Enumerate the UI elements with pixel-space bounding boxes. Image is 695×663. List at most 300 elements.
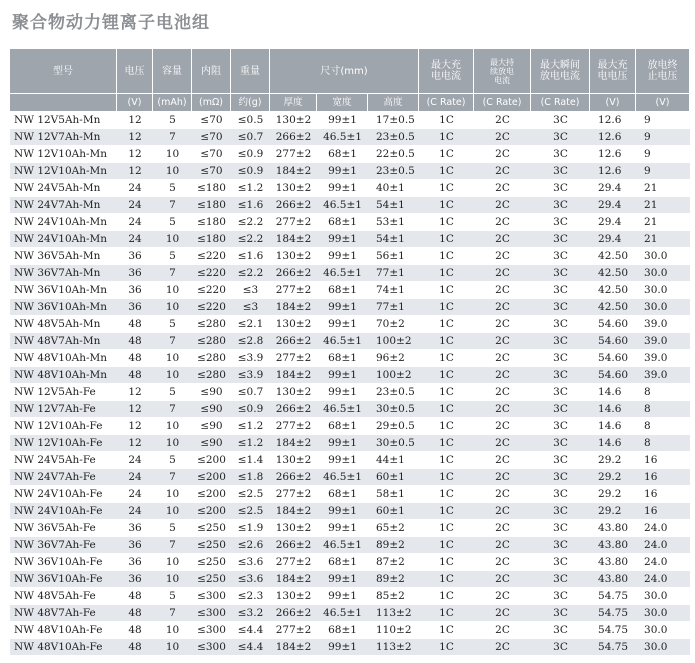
unit-max-instant-discharge: (C Rate) [531,94,590,112]
cell-capacity: 7 [153,129,192,146]
cell-weight: ≤3.6 [231,554,270,571]
table-row [10,248,690,265]
cell-thickness: 184±2 [270,231,317,248]
cell-max-charge-voltage: 14.6 [590,401,636,418]
cell-max-charge-current: 1C [419,452,474,469]
header-size: 尺寸(mm) [270,49,419,94]
cell-width: 99±1 [317,316,368,333]
cell-height: 29±0.5 [368,418,419,435]
cell-thickness: 266±2 [270,265,317,282]
cell-weight: ≤4.4 [231,622,270,639]
cell-model: NW 36V10Ah-Fe [10,554,117,571]
cell-voltage: 24 [117,180,153,197]
cell-max-continuous-discharge: 2C [474,282,531,299]
cell-thickness: 277±2 [270,554,317,571]
cell-voltage: 24 [117,231,153,248]
cell-discharge-cutoff-voltage: 24.0 [636,571,690,588]
cell-max-charge-current: 1C [419,418,474,435]
cell-height: 30±0.5 [368,435,419,452]
cell-max-charge-voltage: 54.60 [590,316,636,333]
cell-max-charge-current: 1C [419,333,474,350]
cell-resistance: ≤200 [192,503,231,520]
cell-max-charge-current: 1C [419,248,474,265]
cell-model: NW 48V5Ah-Fe [10,588,117,605]
cell-thickness: 277±2 [270,282,317,299]
cell-weight: ≤3 [231,299,270,316]
cell-discharge-cutoff-voltage: 8 [636,435,690,452]
cell-discharge-cutoff-voltage: 8 [636,418,690,435]
cell-width: 68±1 [317,350,368,367]
cell-model: NW 48V10Ah-Fe [10,622,117,639]
cell-max-charge-voltage: 42.50 [590,299,636,316]
cell-capacity: 10 [153,622,192,639]
header-resistance: 内阻 [192,49,231,94]
cell-model: NW 36V10Ah-Fe [10,571,117,588]
cell-weight: ≤2.2 [231,214,270,231]
cell-model: NW 24V5Ah-Fe [10,452,117,469]
cell-max-charge-current: 1C [419,384,474,401]
cell-thickness: 266±2 [270,333,317,350]
cell-thickness: 130±2 [270,520,317,537]
cell-max-continuous-discharge: 2C [474,605,531,622]
cell-resistance: ≤300 [192,639,231,656]
unit-max-charge-voltage: (V) [590,94,636,112]
cell-voltage: 48 [117,605,153,622]
battery-spec-table [10,49,690,656]
cell-weight: ≤3.9 [231,367,270,384]
table-row [10,112,690,129]
cell-thickness: 184±2 [270,435,317,452]
cell-height: 23±0.5 [368,384,419,401]
cell-capacity: 7 [153,469,192,486]
cell-thickness: 130±2 [270,248,317,265]
cell-resistance: ≤90 [192,401,231,418]
cell-max-continuous-discharge: 2C [474,265,531,282]
cell-height: 65±2 [368,520,419,537]
cell-capacity: 10 [153,299,192,316]
cell-thickness: 277±2 [270,146,317,163]
unit-max-continuous-discharge: (C Rate) [474,94,531,112]
cell-max-continuous-discharge: 2C [474,571,531,588]
cell-resistance: ≤200 [192,469,231,486]
cell-capacity: 10 [153,503,192,520]
cell-max-continuous-discharge: 2C [474,639,531,656]
cell-max-instant-discharge: 3C [531,588,590,605]
cell-capacity: 7 [153,333,192,350]
table-row [10,163,690,180]
cell-weight: ≤0.7 [231,129,270,146]
cell-resistance: ≤180 [192,214,231,231]
table-row [10,129,690,146]
table-row [10,469,690,486]
cell-max-instant-discharge: 3C [531,622,590,639]
table-row [10,367,690,384]
unit-capacity: (mAh) [153,94,192,112]
cell-max-continuous-discharge: 2C [474,622,531,639]
cell-height: 53±1 [368,214,419,231]
cell-max-charge-voltage: 42.50 [590,282,636,299]
header-model: 型号 [10,49,117,94]
cell-max-charge-voltage: 54.75 [590,605,636,622]
table-row [10,299,690,316]
cell-capacity: 5 [153,248,192,265]
cell-discharge-cutoff-voltage: 30.0 [636,622,690,639]
cell-max-instant-discharge: 3C [531,180,590,197]
cell-weight: ≤2.2 [231,231,270,248]
cell-max-continuous-discharge: 2C [474,299,531,316]
cell-max-charge-voltage: 29.4 [590,231,636,248]
table-row [10,180,690,197]
cell-voltage: 48 [117,367,153,384]
cell-thickness: 130±2 [270,452,317,469]
cell-capacity: 10 [153,367,192,384]
cell-max-charge-current: 1C [419,367,474,384]
cell-thickness: 266±2 [270,197,317,214]
cell-max-charge-voltage: 43.80 [590,571,636,588]
table-row [10,486,690,503]
table-row [10,282,690,299]
cell-capacity: 7 [153,605,192,622]
table-row [10,537,690,554]
table-row [10,197,690,214]
cell-voltage: 24 [117,503,153,520]
cell-max-charge-voltage: 29.2 [590,469,636,486]
cell-max-continuous-discharge: 2C [474,503,531,520]
cell-max-charge-voltage: 43.80 [590,554,636,571]
cell-discharge-cutoff-voltage: 30.0 [636,588,690,605]
cell-max-charge-current: 1C [419,588,474,605]
cell-height: 113±2 [368,639,419,656]
cell-discharge-cutoff-voltage: 8 [636,384,690,401]
cell-max-continuous-discharge: 2C [474,486,531,503]
cell-max-charge-current: 1C [419,605,474,622]
cell-discharge-cutoff-voltage: 16 [636,469,690,486]
cell-width: 68±1 [317,282,368,299]
table-row [10,316,690,333]
cell-max-continuous-discharge: 2C [474,248,531,265]
cell-max-continuous-discharge: 2C [474,452,531,469]
cell-width: 68±1 [317,214,368,231]
cell-voltage: 36 [117,520,153,537]
unit-discharge-cutoff-voltage: (V) [636,94,690,112]
cell-resistance: ≤180 [192,180,231,197]
cell-max-continuous-discharge: 2C [474,435,531,452]
cell-model: NW 48V7Ah-Mn [10,333,117,350]
cell-weight: ≤0.9 [231,163,270,180]
cell-max-continuous-discharge: 2C [474,146,531,163]
cell-model: NW 48V5Ah-Mn [10,316,117,333]
table-row [10,384,690,401]
cell-thickness: 266±2 [270,401,317,418]
cell-max-instant-discharge: 3C [531,486,590,503]
cell-weight: ≤1.2 [231,418,270,435]
cell-width: 46.5±1 [317,605,368,622]
cell-model: NW 24V10Ah-Fe [10,486,117,503]
cell-max-instant-discharge: 3C [531,554,590,571]
cell-weight: ≤1.2 [231,180,270,197]
cell-max-charge-voltage: 12.6 [590,129,636,146]
cell-width: 99±1 [317,503,368,520]
cell-voltage: 12 [117,435,153,452]
cell-max-continuous-discharge: 2C [474,112,531,129]
cell-model: NW 24V10Ah-Mn [10,214,117,231]
cell-discharge-cutoff-voltage: 39.0 [636,333,690,350]
cell-discharge-cutoff-voltage: 30.0 [636,248,690,265]
cell-thickness: 277±2 [270,350,317,367]
cell-weight: ≤2.1 [231,316,270,333]
cell-resistance: ≤300 [192,622,231,639]
cell-max-continuous-discharge: 2C [474,588,531,605]
cell-voltage: 48 [117,350,153,367]
cell-discharge-cutoff-voltage: 30.0 [636,265,690,282]
cell-discharge-cutoff-voltage: 21 [636,231,690,248]
unit-height: 高度 [368,94,419,112]
cell-max-continuous-discharge: 2C [474,520,531,537]
cell-model: NW 12V10Ah-Fe [10,435,117,452]
cell-width: 46.5±1 [317,129,368,146]
table-row [10,605,690,622]
cell-weight: ≤2.2 [231,265,270,282]
cell-height: 89±2 [368,537,419,554]
cell-thickness: 266±2 [270,469,317,486]
cell-max-continuous-discharge: 2C [474,418,531,435]
cell-max-charge-current: 1C [419,520,474,537]
cell-width: 46.5±1 [317,197,368,214]
unit-width: 宽度 [317,94,368,112]
table-row [10,333,690,350]
cell-weight: ≤3.2 [231,605,270,622]
cell-capacity: 5 [153,180,192,197]
cell-max-instant-discharge: 3C [531,639,590,656]
cell-voltage: 36 [117,571,153,588]
cell-resistance: ≤200 [192,452,231,469]
cell-max-charge-current: 1C [419,299,474,316]
cell-thickness: 277±2 [270,418,317,435]
cell-max-instant-discharge: 3C [531,248,590,265]
cell-weight: ≤2.8 [231,333,270,350]
cell-max-charge-current: 1C [419,231,474,248]
cell-max-instant-discharge: 3C [531,418,590,435]
cell-max-charge-current: 1C [419,129,474,146]
cell-max-charge-current: 1C [419,316,474,333]
cell-width: 46.5±1 [317,469,368,486]
cell-max-charge-voltage: 14.6 [590,418,636,435]
cell-width: 99±1 [317,180,368,197]
cell-voltage: 24 [117,197,153,214]
cell-max-instant-discharge: 3C [531,520,590,537]
cell-max-instant-discharge: 3C [531,282,590,299]
cell-model: NW 48V7Ah-Fe [10,605,117,622]
cell-resistance: ≤300 [192,588,231,605]
cell-height: 87±2 [368,554,419,571]
cell-capacity: 10 [153,350,192,367]
table-row [10,418,690,435]
cell-discharge-cutoff-voltage: 39.0 [636,367,690,384]
table-row [10,146,690,163]
cell-voltage: 12 [117,112,153,129]
cell-max-continuous-discharge: 2C [474,163,531,180]
cell-max-charge-current: 1C [419,197,474,214]
cell-max-continuous-discharge: 2C [474,231,531,248]
table-row [10,520,690,537]
cell-max-charge-current: 1C [419,554,474,571]
cell-model: NW 36V5Ah-Mn [10,248,117,265]
cell-discharge-cutoff-voltage: 16 [636,503,690,520]
cell-max-charge-current: 1C [419,571,474,588]
cell-weight: ≤2.6 [231,537,270,554]
cell-voltage: 48 [117,588,153,605]
cell-max-charge-current: 1C [419,112,474,129]
cell-max-instant-discharge: 3C [531,503,590,520]
cell-capacity: 7 [153,537,192,554]
cell-max-charge-current: 1C [419,146,474,163]
cell-width: 99±1 [317,163,368,180]
cell-max-charge-current: 1C [419,214,474,231]
cell-height: 23±0.5 [368,129,419,146]
table-row [10,401,690,418]
cell-discharge-cutoff-voltage: 16 [636,452,690,469]
cell-height: 77±1 [368,265,419,282]
cell-height: 74±1 [368,282,419,299]
cell-weight: ≤1.9 [231,520,270,537]
cell-max-continuous-discharge: 2C [474,401,531,418]
cell-width: 68±1 [317,486,368,503]
cell-max-charge-voltage: 54.60 [590,333,636,350]
cell-voltage: 36 [117,537,153,554]
cell-model: NW 48V10Ah-Mn [10,350,117,367]
cell-discharge-cutoff-voltage: 9 [636,163,690,180]
cell-max-continuous-discharge: 2C [474,197,531,214]
cell-height: 44±1 [368,452,419,469]
cell-width: 46.5±1 [317,265,368,282]
cell-voltage: 36 [117,554,153,571]
cell-capacity: 10 [153,146,192,163]
cell-capacity: 5 [153,316,192,333]
cell-thickness: 184±2 [270,639,317,656]
cell-model: NW 24V10Ah-Fe [10,503,117,520]
cell-resistance: ≤70 [192,112,231,129]
cell-thickness: 184±2 [270,163,317,180]
cell-height: 113±2 [368,605,419,622]
cell-resistance: ≤250 [192,554,231,571]
cell-thickness: 130±2 [270,112,317,129]
cell-height: 54±1 [368,197,419,214]
table-row [10,571,690,588]
cell-max-instant-discharge: 3C [531,265,590,282]
cell-max-instant-discharge: 3C [531,435,590,452]
cell-resistance: ≤300 [192,605,231,622]
cell-max-charge-voltage: 42.50 [590,248,636,265]
cell-resistance: ≤280 [192,333,231,350]
cell-max-continuous-discharge: 2C [474,214,531,231]
cell-resistance: ≤90 [192,384,231,401]
cell-voltage: 12 [117,384,153,401]
cell-max-continuous-discharge: 2C [474,350,531,367]
cell-model: NW 12V10Ah-Mn [10,146,117,163]
cell-max-instant-discharge: 3C [531,299,590,316]
cell-height: 70±2 [368,316,419,333]
cell-width: 46.5±1 [317,537,368,554]
cell-thickness: 130±2 [270,316,317,333]
header-max-continuous-discharge: 最大持续放电电流 [474,49,531,94]
cell-voltage: 12 [117,146,153,163]
cell-height: 17±0.5 [368,112,419,129]
cell-capacity: 5 [153,520,192,537]
cell-discharge-cutoff-voltage: 9 [636,112,690,129]
cell-model: NW 24V7Ah-Mn [10,197,117,214]
cell-voltage: 48 [117,333,153,350]
cell-resistance: ≤90 [192,418,231,435]
cell-discharge-cutoff-voltage: 24.0 [636,520,690,537]
cell-max-charge-voltage: 12.6 [590,112,636,129]
cell-voltage: 36 [117,248,153,265]
cell-discharge-cutoff-voltage: 8 [636,401,690,418]
cell-max-continuous-discharge: 2C [474,316,531,333]
cell-discharge-cutoff-voltage: 9 [636,146,690,163]
unit-resistance: (mΩ) [192,94,231,112]
unit-voltage: (V) [117,94,153,112]
cell-max-instant-discharge: 3C [531,146,590,163]
header-max-charge-voltage: 最大充电电压 [590,49,636,94]
cell-max-charge-current: 1C [419,265,474,282]
cell-model: NW 12V5Ah-Mn [10,112,117,129]
header-capacity: 容量 [153,49,192,94]
cell-max-instant-discharge: 3C [531,571,590,588]
cell-height: 23±0.5 [368,163,419,180]
cell-voltage: 24 [117,486,153,503]
cell-max-instant-discharge: 3C [531,367,590,384]
cell-voltage: 48 [117,639,153,656]
cell-model: NW 48V10Ah-Mn [10,367,117,384]
cell-resistance: ≤250 [192,537,231,554]
cell-weight: ≤1.8 [231,469,270,486]
cell-max-charge-voltage: 29.2 [590,486,636,503]
table-row [10,231,690,248]
cell-thickness: 130±2 [270,384,317,401]
cell-capacity: 5 [153,588,192,605]
cell-model: NW 24V10Ah-Mn [10,231,117,248]
cell-discharge-cutoff-voltage: 21 [636,214,690,231]
table-row [10,622,690,639]
cell-max-charge-current: 1C [419,639,474,656]
cell-max-charge-voltage: 43.80 [590,520,636,537]
cell-height: 110±2 [368,622,419,639]
cell-capacity: 10 [153,486,192,503]
cell-width: 99±1 [317,520,368,537]
cell-width: 46.5±1 [317,333,368,350]
cell-discharge-cutoff-voltage: 9 [636,129,690,146]
cell-resistance: ≤90 [192,435,231,452]
cell-weight: ≤2.5 [231,503,270,520]
cell-voltage: 12 [117,418,153,435]
cell-max-charge-voltage: 54.60 [590,367,636,384]
cell-max-charge-current: 1C [419,537,474,554]
cell-weight: ≤1.6 [231,248,270,265]
cell-height: 60±1 [368,503,419,520]
cell-capacity: 10 [153,639,192,656]
cell-height: 100±2 [368,367,419,384]
cell-width: 99±1 [317,248,368,265]
cell-thickness: 277±2 [270,214,317,231]
table-row [10,435,690,452]
cell-voltage: 48 [117,622,153,639]
cell-model: NW 36V7Ah-Mn [10,265,117,282]
cell-max-instant-discharge: 3C [531,112,590,129]
cell-capacity: 7 [153,401,192,418]
cell-max-charge-current: 1C [419,486,474,503]
cell-voltage: 24 [117,469,153,486]
table-row [10,554,690,571]
